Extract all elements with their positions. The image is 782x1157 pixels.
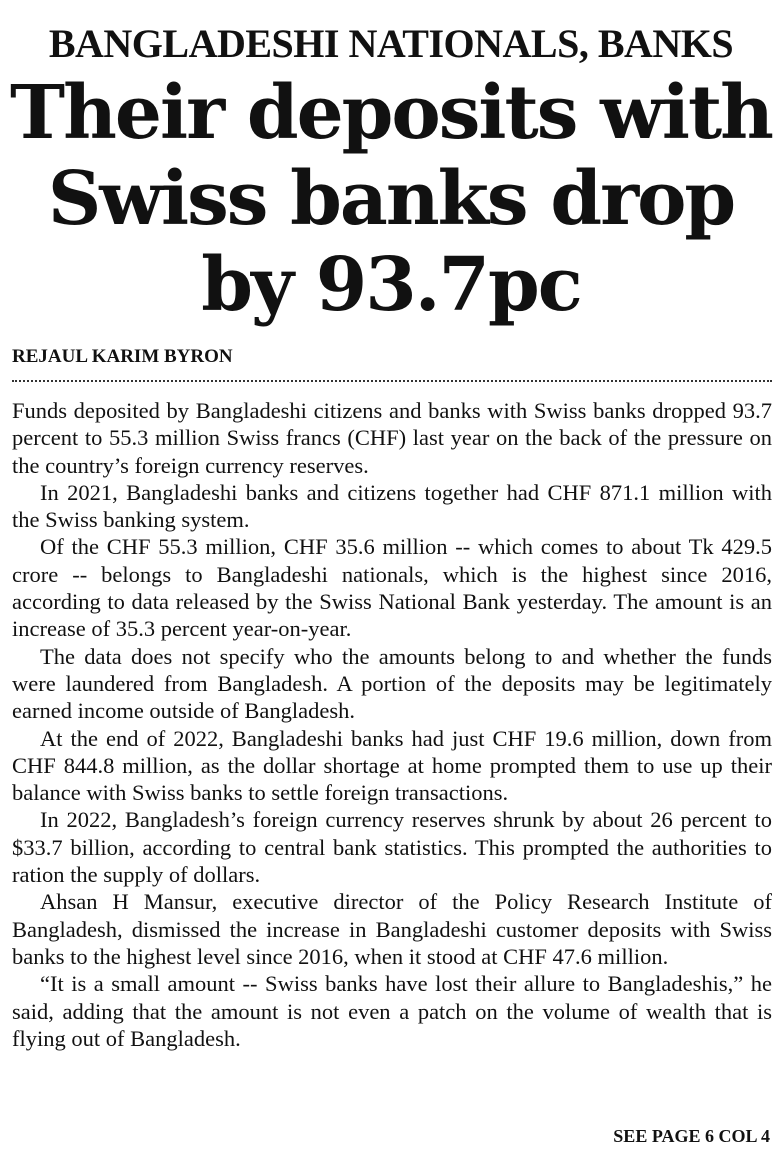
paragraph: “It is a small amount -- Swiss banks have lost their allure to Bangladeshis,” he said, adding that the amount is not even a patch on the volume of wealth that is flying out of Bangladesh. — [12, 971, 772, 1051]
article-body — [12, 397, 772, 1052]
paragraph: In 2022, Bangladesh’s foreign currency reserves shrunk by about 26 percent to $33.7 billion, according to central bank statistics. This prompted the authorities to ration the supply of dollars. — [12, 807, 772, 888]
continuation-note: SEE PAGE 6 COL 4 — [613, 1126, 770, 1146]
byline: REJAUL KARIM BYRON — [12, 346, 233, 367]
dotted-divider — [12, 380, 772, 382]
paragraph: Of the CHF 55.3 million, CHF 35.6 million -- which comes to about Tk 429.5 crore -- belongs to Bangladeshi nationals, which is the highest since 2016, according to data released by the Swiss National Bank yesterday. The amount is an increase of 35.3 percent year-on-year. — [12, 534, 772, 642]
paragraph: The data does not specify who the amounts belong to and whether the funds were laundered from Bangladesh. A portion of the deposits may be legitimately earned income outside of Bangladesh. — [12, 643, 772, 724]
paragraph: At the end of 2022, Bangladeshi banks had just CHF 19.6 million, down from CHF 844.8 million, as the dollar shortage at home prompted them to use up their balance with Swiss banks to settle foreign transactions. — [12, 725, 772, 806]
paragraph: In 2021, Bangladeshi banks and citizens together had CHF 871.1 million with the Swiss banking system. — [12, 479, 772, 533]
kicker: BANGLADESHI NATIONALS, BANKS — [48, 21, 734, 66]
headline: Their deposits with Swiss banks drop by 93.7pc — [10, 70, 772, 328]
paragraph: Ahsan H Mansur, executive director of the Policy Research Institute of Bangladesh, dismissed the increase in Bangladeshi customer deposits with Swiss banks to the highest level since 2016, when it stood at CHF 47.6 million. — [12, 889, 772, 969]
paragraph: Funds deposited by Bangladeshi citizens and banks with Swiss banks dropped 93.7 percent to 55.3 million Swiss francs (CHF) last year on the back of the pressure on the country’s foreign currency reserves. — [12, 398, 772, 478]
